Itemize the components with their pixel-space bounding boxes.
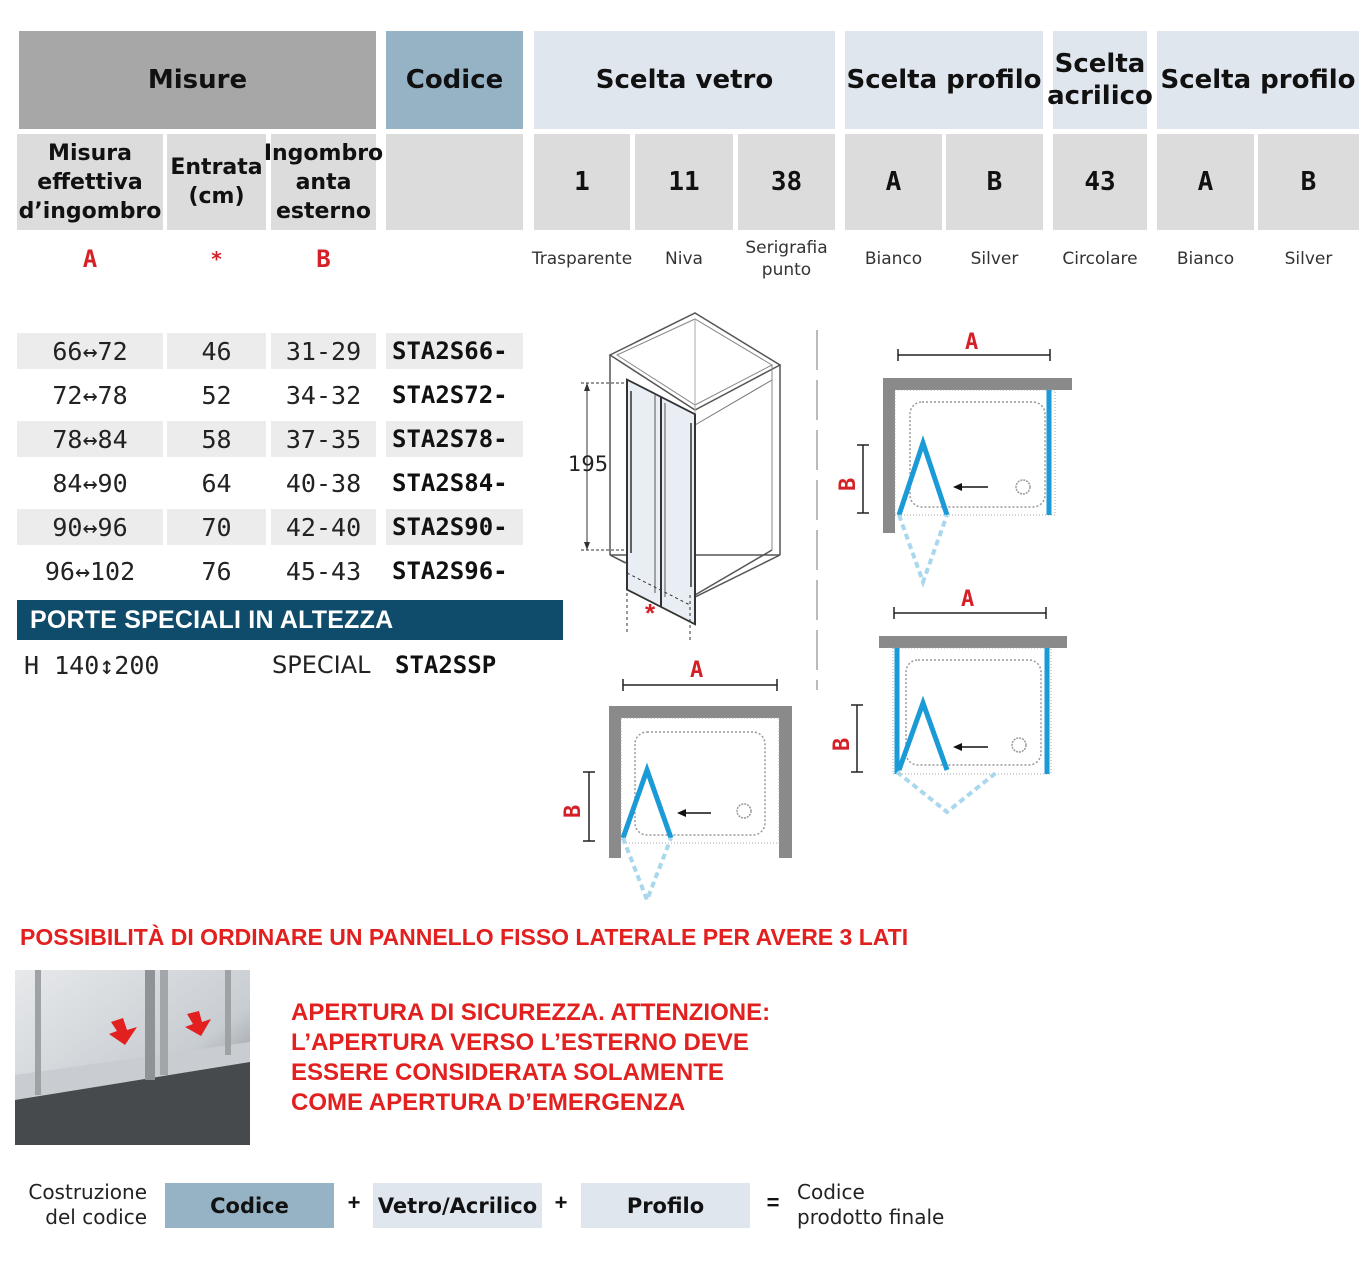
safety-warning-line2: L’APERTURA VERSO L’ESTERNO DEVE — [291, 1029, 749, 1056]
height-label: 195 — [568, 452, 609, 476]
header-scelta-acrilico-line1: Scelta — [1054, 49, 1146, 79]
option-code: 1 — [574, 167, 590, 197]
table-cell-misura: 84↔90 — [52, 468, 128, 498]
header-misure — [19, 31, 376, 129]
subheader-ingombro-line3: esterno — [275, 198, 372, 224]
header-scelta-profilo-1-label: Scelta profilo — [846, 65, 1042, 95]
table-cell-entrata: 64 — [201, 468, 232, 498]
option-caption-line2: punto — [761, 260, 812, 280]
plan3-dim-a: A — [690, 658, 704, 683]
subheader-entrata — [167, 134, 266, 230]
plan3-dim-b: B — [561, 804, 586, 818]
option-code: A — [885, 167, 902, 197]
entrance-star: * — [645, 598, 656, 628]
header-scelta-acrilico — [1047, 31, 1153, 129]
header-scelta-acrilico-line2: acrilico — [1047, 81, 1153, 111]
option-caption: Silver — [1284, 249, 1333, 269]
table-cell-ingombro: 45-43 — [285, 556, 362, 586]
table-cell-misura: 72↔78 — [52, 380, 128, 410]
header-misure-label: Misure — [147, 65, 248, 95]
header-scelta-vetro-label: Scelta vetro — [595, 65, 774, 95]
table-cell-entrata: 52 — [201, 380, 232, 410]
option-caption-line1: Serigrafia — [745, 238, 828, 258]
table-cell-misura: 90↔96 — [17, 509, 163, 545]
divider — [816, 330, 818, 690]
legend-intro-line2: del codice — [45, 1205, 147, 1229]
subheader-entrata-line1: Entrata — [170, 155, 263, 180]
subheader-misura-line2: effettiva — [37, 169, 143, 195]
safety-warning-line4: COME APERTURA D’EMERGENZA — [291, 1089, 686, 1116]
option-profilo2-a — [1157, 134, 1254, 230]
legend-codice: Codice — [165, 1183, 334, 1228]
table-cell-misura: 66↔72 — [17, 333, 163, 369]
table-cell-entrata: 76 — [201, 556, 232, 586]
column-letter-b: B — [316, 245, 331, 273]
header-scelta-profilo-2-label: Scelta profilo — [1160, 65, 1356, 95]
column-letter-star: * — [210, 247, 223, 271]
plan1-dim-b: B — [836, 477, 861, 491]
option-profilo-b — [946, 134, 1043, 230]
legend-result-line1: Codice — [797, 1180, 865, 1204]
subheader-ingombro-line1: Ingombro — [263, 140, 384, 166]
table-cell-entrata: 46 — [167, 333, 266, 369]
plan-diagram-three-sides — [835, 590, 1075, 820]
subheader-ingombro-line2: anta — [295, 169, 352, 195]
legend-equals: = — [766, 1190, 780, 1215]
option-vetro-11 — [635, 134, 733, 230]
legend-plus: + — [347, 1190, 361, 1215]
table-cell-codice: STA2S78- — [386, 421, 523, 457]
option-profilo-a — [845, 134, 942, 230]
special-height: H 140↕200 — [24, 650, 160, 680]
table-cell-misura: 78↔84 — [17, 421, 163, 457]
legend-plus: + — [554, 1190, 568, 1215]
option-code: B — [986, 167, 1003, 197]
option-caption: Trasparente — [531, 249, 633, 269]
table-cell-entrata: 70 — [167, 509, 266, 545]
legend-vetro: Vetro/Acrilico — [373, 1183, 542, 1228]
header-codice-label: Codice — [405, 65, 504, 95]
table-cell-ingombro: 40-38 — [285, 468, 362, 498]
header-codice — [386, 31, 523, 129]
option-vetro-38 — [738, 134, 835, 230]
legend-result — [797, 1180, 997, 1230]
legend-intro — [20, 1180, 147, 1230]
subheader-misura-line3: d’ingombro — [18, 198, 162, 224]
legend-profilo: Profilo — [581, 1183, 750, 1228]
plan-diagram-corner-right — [835, 330, 1075, 590]
subheader-codice-empty — [386, 134, 523, 230]
table-cell-codice: STA2S72- — [392, 381, 508, 409]
option-acrilico-43 — [1053, 134, 1147, 230]
option-caption — [733, 236, 840, 282]
table-cell-codice: STA2S66- — [386, 333, 523, 369]
safety-warning-line3: ESSERE CONSIDERATA SOLAMENTE — [291, 1059, 724, 1086]
table-cell-ingombro: 37-35 — [271, 421, 376, 457]
option-caption: Bianco — [864, 249, 923, 269]
option-code: 38 — [770, 167, 803, 197]
table-cell-misura: 96↔102 — [44, 556, 136, 586]
option-caption: Silver — [970, 249, 1019, 269]
table-cell-ingombro: 31-29 — [271, 333, 376, 369]
safety-opening-photo — [15, 970, 250, 1145]
subheader-entrata-line2: (cm) — [188, 184, 245, 209]
special-doors-title: PORTE SPECIALI IN ALTEZZA — [30, 605, 394, 634]
subheader-misura-line1: Misura — [48, 140, 132, 166]
plan2-dim-a: A — [961, 587, 975, 612]
option-code: B — [1300, 167, 1317, 197]
header-scelta-profilo-1 — [845, 31, 1043, 129]
option-code: 43 — [1084, 167, 1116, 197]
column-letter-a: A — [82, 245, 98, 273]
table-cell-codice: STA2S90- — [386, 509, 523, 545]
option-caption: Bianco — [1176, 249, 1235, 269]
option-vetro-1 — [534, 134, 630, 230]
option-profilo2-b — [1258, 134, 1359, 230]
table-cell-codice: STA2S96- — [392, 557, 508, 585]
pannello-note: POSSIBILITÀ DI ORDINARE UN PANNELLO FISSO LATERALE PER AVERE 3 LATI — [20, 924, 909, 950]
option-caption: Niva — [665, 249, 703, 269]
subheader-ingombro — [263, 134, 384, 230]
plan2-dim-b: B — [830, 737, 855, 751]
subheader-misura — [17, 134, 163, 230]
option-caption: Circolare — [1062, 249, 1138, 269]
plan-diagram-niche — [565, 660, 805, 905]
legend-intro-line1: Costruzione — [28, 1180, 147, 1204]
table-cell-codice: STA2S84- — [392, 469, 508, 497]
table-cell-ingombro: 34-32 — [285, 380, 362, 410]
safety-warning-line1: APERTURA DI SICUREZZA. ATTENZIONE: — [291, 999, 771, 1026]
safety-warning — [291, 998, 851, 1118]
table-cell-entrata: 58 — [167, 421, 266, 457]
special-label: SPECIAL — [272, 651, 371, 679]
option-code: 11 — [668, 167, 700, 197]
header-scelta-profilo-2 — [1157, 31, 1359, 129]
special-code: STA2SSP — [395, 651, 497, 679]
header-scelta-vetro — [534, 31, 835, 129]
legend-result-line2: prodotto finale — [797, 1205, 945, 1229]
option-code: A — [1197, 167, 1214, 197]
special-doors-bar — [17, 600, 563, 640]
table-cell-ingombro: 42-40 — [271, 509, 376, 545]
plan1-dim-a: A — [965, 330, 979, 355]
